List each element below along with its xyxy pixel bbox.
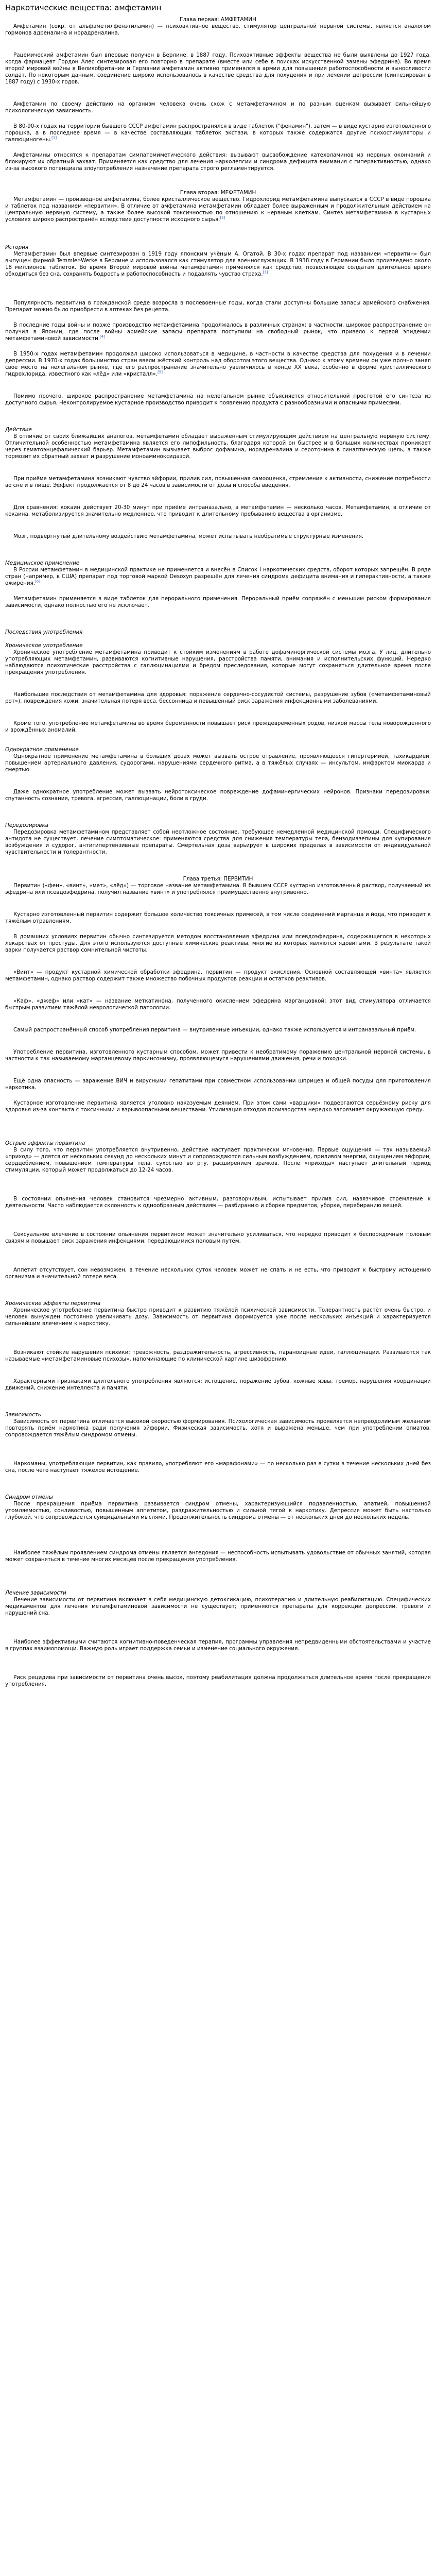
paragraph-text: Амфетамин по своему действию на организм человека очень схож с метамфетамином и по разным оценкам вызывает сильнейшую психологическую зависимость. xyxy=(5,101,431,114)
paragraph-text: Первитин («фен», «винт», «мет», «лёд») — торговое название метамфетамина. В бывшем СССР кустарно изготовленный раствор, получаемый из эфедрина или псевдоэфедрина, получил название «винт» и употреблялся преимущественно внутривенно. xyxy=(5,883,431,895)
section-heading xyxy=(5,1140,85,1147)
paragraph-text: Аппетит отсутствует, сон невозможен, в течение нескольких суток человек может не спать и не есть, что приводит к быстрому истощению организма и значительной потере веса. xyxy=(5,1267,431,1280)
paragraph xyxy=(5,567,431,594)
paragraph-text: В России метамфетамин в медицинской практике не применяется и внесён в Список I наркотических средств, оборот которых запрещён. В ряде стран (например, в США) препарат под торговой маркой Desoxyn разрешён для лечения синдрома дефицита внимания и гиперактивности, а также ожирения. xyxy=(5,567,431,586)
paragraph xyxy=(5,476,431,502)
paragraph-text: Однократное применение xyxy=(5,747,79,753)
paragraph-text: Глава третья: ПЕРВИТИН xyxy=(183,876,253,882)
section-heading xyxy=(5,560,79,567)
paragraph xyxy=(5,969,431,996)
paragraph-text: Глава первая: АМФЕТАМИН xyxy=(180,16,256,23)
paragraph xyxy=(5,1349,431,1376)
paragraph-text: Передозировка xyxy=(5,822,48,828)
page-title: Наркотические вещества: амфетамин xyxy=(5,3,162,12)
paragraph xyxy=(5,649,431,689)
section-heading xyxy=(5,427,32,433)
paragraph-text: Хроническое употребление первитина быстро приводит к развитию тяжёлой психической зависимости. Толерантность растёт очень быстро, и человек вынужден постоянно увеличивать дозу. Зависимость от первитина формируется уже после нескольких инъекций и характеризуется сильнейшим влечением к наркотику. xyxy=(5,1307,431,1327)
paragraph xyxy=(5,123,431,150)
paragraph-text: Хронические эффекты первитина xyxy=(5,1300,101,1307)
paragraph xyxy=(5,393,431,420)
paragraph-text: Лечение зависимости xyxy=(5,1590,66,1596)
paragraph xyxy=(5,789,431,816)
footnote-ref[interactable]: [6] xyxy=(35,579,40,584)
paragraph-text: В последние годы войны и позже производство метамфетамина продолжалось в различных странах; в частности, широкое распространение он получил в Японии, где после войны армейские запасы препарата поступили на свободный рынок, что привело к первой эпидемии метамфетаминовой зависимости. xyxy=(5,322,431,342)
paragraph-text: Однократное применение метамфетамина в больших дозах может вызвать острое отравление, проявляющееся гипертермией, тахикардией, повышением артериального давления, судорогами, нарушениями сердечного ритма, а в тяжёлых случаях — инсультом, инфарктом миокарда и смертью. xyxy=(5,753,431,773)
section-heading xyxy=(5,244,28,251)
paragraph xyxy=(5,23,431,50)
paragraph-text: «Винт» — продукт кустарной химической обработки эфедрина, первитин — продукт окисления. Основной составляющей «винта» является метамфетамин, однако раствор содержит также множество побочных продуктов реакции и остатков реактивов. xyxy=(5,969,431,982)
paragraph-text: Наркоманы, употребляющие первитин, как правило, употребляют его «марафонами» — по несколько раз в сутки в течение нескольких дней без сна, после чего наступает тяжёлое истощение. xyxy=(5,1461,431,1473)
paragraph-text: Острые эффекты первитина xyxy=(5,1140,85,1146)
paragraph-text: Амфетамины относятся к препаратам симпатомиметического действия: вызывают высвобождение катехоламинов из нервных окончаний и блокируют их обратный захват. Применяется как средство для лечения нарколепсии и синдрома дефицита внимания с гиперактивностью, однако из-за высокого потенциала злоупотребления назначение препарата строго регламентируется. xyxy=(5,152,431,172)
paragraph xyxy=(5,596,431,622)
paragraph-text: Метамфетамин применяется в виде таблеток для перорального применения. Пероральный приём сопряжён с меньшим риском формирования зависимости, однако полностью его не исключает. xyxy=(5,596,431,608)
paragraph-text: Последствия употребления xyxy=(5,629,83,635)
paragraph xyxy=(5,1100,431,1133)
paragraph xyxy=(5,300,431,320)
paragraph xyxy=(5,101,431,121)
paragraph-text: После прекращения приёма первитина развивается синдром отмены, характеризующийся подавленностью, апатией, повышенной утомляемостью, сонливостью, повышенным аппетитом, раздражительностью и сильной тягой к наркотику. Депрессия может быть настолько глубокой, что сопровождается суицидальными мыслями. Продолжительность синдрома отмены — от нескольких дней до нескольких недель. xyxy=(5,1501,431,1520)
paragraph-text: Медицинское применение xyxy=(5,560,80,566)
paragraph-text: Передозировка метамфетамином представляет собой неотложное состояние, требующее немедленной медицинской помощи. Специфического антидота не существует, лечение симптоматическое: применяются средства для снижения температуры тела, бензодиазепины для купирования возбуждения и судорог, антигипертензивные препараты. Смертельная доза варьирует в широких пределах в зависимости от индивидуальной чувствительности и толерантности. xyxy=(5,829,431,855)
paragraph xyxy=(5,1597,431,1637)
paragraph-text: Зависимость от первитина отличается высокой скоростью формирования. Психологическая зависимость проявляется непреодолимым желанием повторять приём наркотика ради получения эйфории. Физическая зависимость, хотя и выражена меньше, чем при употреблении опиатов, сопровождается тяжёлым синдромом отмены. xyxy=(5,1418,431,1438)
paragraph-text: «Каф», «джеф» или «кат» — название меткатинона, полученного окислением эфедрина марганцовкой; этот вид стимулятора отличается быстрым развитием тяжёлой неврологической патологии. xyxy=(5,998,431,1011)
paragraph-text: Возникают стойкие нарушения психики: тревожность, раздражительность, агрессивность, параноидные идеи, галлюцинации. Развиваются так называемые «метамфетаминовые психозы», напоминающие по клинической картине шизофрению. xyxy=(5,1349,431,1362)
paragraph xyxy=(5,1501,431,1548)
paragraph-text: В состоянии опьянения человек становится чрезмерно активным, разговорчивым, испытывает прилив сил, навязчивое стремление к деятельности. Часто наблюдается склонность к однообразным действиям — разбиранию и сборке предметов, уборке, перебиранию вещей. xyxy=(5,1196,431,1209)
paragraph xyxy=(5,1378,431,1405)
paragraph xyxy=(5,1307,431,1347)
paragraph xyxy=(5,753,431,787)
paragraph-text: В домашних условиях первитин обычно синтезируется методом восстановления эфедрина или псевдоэфедрина, содержащегося в некоторых лекарствах от простуды. Для этого используются доступные химические реактивы, многие из которых являются ядовитыми. В результате такой варки получается раствор сомнительной чистоты. xyxy=(5,934,431,953)
paragraph xyxy=(5,1231,431,1265)
paragraph xyxy=(5,322,431,349)
paragraph xyxy=(5,1639,431,1672)
chapter-heading xyxy=(0,190,436,196)
paragraph xyxy=(5,433,431,473)
paragraph xyxy=(5,52,431,99)
paragraph xyxy=(5,504,431,531)
paragraph xyxy=(5,1418,431,1459)
section-heading xyxy=(5,1412,41,1418)
paragraph-text: В 80-90-х годах на территории бывшего СССР амфетамин распространялся в виде таблеток ("фенамин"), затем — в виде кустарно изготовленного порошка, а в последнее время — в качестве составляющих таблеток экстази, в которых также содержатся другие психостимуляторы и галлюциногены. xyxy=(5,123,431,143)
section-heading xyxy=(5,1300,100,1307)
section-heading xyxy=(5,822,48,829)
paragraph-text: Кустарно изготовленный первитин содержит большое количество токсичных примесей, в том числе соединений марганца и йода, что приводит к тяжёлым отравлениям. xyxy=(5,911,431,924)
paragraph xyxy=(5,1674,431,1701)
paragraph xyxy=(5,829,431,869)
paragraph-text: Риск рецидива при зависимости от первитина очень высок, поэтому реабилитация должна продолжаться длительное время после прекращения употребления. xyxy=(5,1674,431,1687)
paragraph-text: Наибольшие последствия от метамфетамина для здоровья: поражение сердечно-сосудистой системы, разрушение зубов («метамфетаминовый рот»), повреждения кожи, значительная потеря веса, бессонница и повышенный риск заражения инфекционными заболеваниями. xyxy=(5,691,431,704)
paragraph-text: Помимо прочего, широкое распространение метамфетамина на нелегальном рынке объясняется относительной простотой его синтеза из доступного сырья. Неконтролируемое кустарное производство приводит к появлению продукта с разнообразными и опасными примесями. xyxy=(5,393,431,406)
paragraph-text: Даже однократное употребление может вызвать нейротоксическое повреждение дофаминергических нейронов. Признаки передозировки: спутанность сознания, тревога, агрессия, галлюцинации, боли в груди. xyxy=(5,789,431,802)
paragraph-text: Действие xyxy=(5,427,32,433)
paragraph-text: Метамфетамин был впервые синтезирован в 1919 году японским учёным А. Огатой. В 30-х годах препарат под названием «первитин» был выпущен фирмой Temmler-Werke в Берлине и использовался как стимулятор для военнослужащих. В 1938 году в Германии было произведено около 18 миллионов таблеток. Во время Второй мировой войны метамфетамин применялся как средство, позволяющее солдатам длительное время обходиться без сна, сохранять бодрость и работоспособность и подавлять чувство страха. xyxy=(5,251,431,277)
paragraph-text: Мозг, подвергнутый длительному воздействию метамфетамина, может испытывать необратимые структурные изменения. xyxy=(13,533,364,539)
paragraph-text: В силу того, что первитин употребляется внутривенно, действие наступает практически мгновенно. Первые ощущения — так называемый «приход» — длятся от нескольких секунд до нескольких минут и сопровождаются сильным возбуждением, приливом энергии, ощущением эйфории, сердцебиением, повышением температуры тела, сухостью во рту, расширением зрачков. После «прихода» наступает длительный период стимуляции, который может продолжаться до 12-24 часов. xyxy=(5,1147,431,1173)
paragraph-text: При приёме метамфетамина возникают чувство эйфории, прилив сил, повышенная самооценка, стремление к активности, снижение потребности во сне и в пище. Эффект продолжается от 8 до 24 часов в зависимости от дозы и способа введения. xyxy=(5,476,431,488)
paragraph xyxy=(5,351,431,391)
paragraph-text: Самый распространённый способ употребления первитина — внутривенные инъекции, однако также используется и интраназальный приём. xyxy=(13,1027,416,1033)
chapter-heading xyxy=(0,16,436,23)
paragraph xyxy=(5,934,431,967)
section-heading xyxy=(5,1590,66,1597)
paragraph xyxy=(5,883,431,909)
paragraph-text: История xyxy=(5,244,29,250)
paragraph xyxy=(5,251,431,298)
paragraph xyxy=(5,1147,431,1194)
paragraph-text: Для сравнения: кокаин действует 20-30 минут при приёме интраназально, а метамфетамин — несколько часов. Метамфетамин, в отличие от кокаина, метаболизируется значительно медленнее, что приводит к длительному пребыванию вещества в организме. xyxy=(5,504,431,517)
paragraph-text: Кустарное изготовление первитина является уголовно наказуемым деянием. При этом сами «варщики» подвергаются серьёзному риску для здоровья из-за контакта с токсичными и взрывоопасными веществами. Утилизация отходов производства нередко загрязняет окружающую среду. xyxy=(5,1100,431,1113)
paragraph-text: Зависимость xyxy=(5,1412,41,1418)
paragraph-text: Наиболее тяжёлым проявлением синдрома отмены является ангедония — неспособность испытывать удовольствие от обычных занятий, которая может сохраняться в течение многих месяцев после прекращения употребления. xyxy=(5,1550,431,1563)
footnote-ref[interactable]: [4] xyxy=(100,334,105,339)
paragraph-text: Характерными признаками длительного употребления являются: истощение, поражение зубов, кожные язвы, тремор, нарушения координации движений, снижение интеллекта и памяти. xyxy=(5,1378,431,1391)
paragraph xyxy=(5,720,431,740)
footnote-ref[interactable]: [5] xyxy=(158,370,163,375)
paragraph-text: В 1950-х годах метамфетамин продолжал широко использоваться в медицине, в частности в качестве средства для похудения и в лечении депрессии. В 1970-х годах большинство стран ввели жёсткий контроль над оборотом этого вещества. Однако к этому времени он уже прочно занял своё место на нелегальном рынке, где его распространение значительно увеличилось в конце XX века, особенно в форме кристаллического гидрохлорида, известного как «лёд» или «кристалл». xyxy=(5,351,431,377)
section-heading xyxy=(5,1494,53,1501)
paragraph-text: Наиболее эффективными считаются когнитивно-поведенческая терапия, программы управления непредвиденными обстоятельствами и участие в группах взаимопомощи. Важную роль играет поддержка семьи и изменение социального окружения. xyxy=(5,1639,431,1652)
paragraph-text: В отличие от своих ближайших аналогов, метамфетамин обладает выраженным стимулирующим действием на центральную нервную систему. Отличительной особенностью метамфетамина является его липофильность, благодаря которой он быстрее и в больших количествах проникает через гематоэнцефалический барьер. Метамфетамин вызывает выброс дофамина, норадреналина и серотонина в синаптическую щель, а также тормозит их обратный захват и разрушение моноаминоксидазой. xyxy=(5,433,431,460)
paragraph xyxy=(5,152,431,185)
paragraph-text: Метамфетамин — производное амфетамина, более кристаллическое вещество. Гидрохлорид метамфетамина выпускался в СССР в виде порошка и таблеток под названием «первитин». В отличие от амфетамина метамфетамин обладает более выраженным и продолжительным действием на центральную нервную систему, а также более высокой токсичностью по отношению к нервным клеткам. Синтез метамфетамина в кустарных условиях широко распространён вследствие доступности исходного сырья. xyxy=(5,196,431,223)
paragraph xyxy=(5,1027,431,1047)
paragraph-text: Амфетамин (сокр. от альфаметилфенэтиламин) — психоактивное вещество, стимулятор центральной нервной системы, является аналогом гормонов адреналина и норадреналина. xyxy=(5,23,431,36)
paragraph xyxy=(5,911,431,931)
paragraph-text: Сексуальное влечение в состоянии опьянения первитином может значительно усиливаться, что нередко приводит к беспорядочным половым связям и повышает риск заражения инфекциями, передающимися половым путём. xyxy=(5,1231,431,1244)
paragraph xyxy=(5,1461,431,1487)
paragraph xyxy=(5,1078,431,1098)
paragraph xyxy=(5,691,431,718)
chapter-heading xyxy=(0,876,436,883)
paragraph-text: Хроническое употребление метамфетамина приводит к стойким изменениям в работе дофаминергической системы мозга. У лиц, длительно употребляющих метамфетамин, развиваются когнитивные нарушения, расстройства памяти, внимания и исполнительских функций. Нередко наблюдаются психотические расстройства с галлюцинациями и бредом преследования, которые могут сохраняться длительное время после прекращения употребления. xyxy=(5,649,431,675)
paragraph xyxy=(5,533,431,553)
paragraph-text: Глава вторая: МЕФЕТАМИН xyxy=(180,190,256,196)
paragraph xyxy=(5,998,431,1025)
paragraph-text: Лечение зависимости от первитина включает в себя медицинскую детоксикацию, психотерапию и длительную реабилитацию. Специфических медикаментов для лечения метамфетаминовой зависимости не существует; применяются препараты для коррекции депрессии, тревоги и нарушений сна. xyxy=(5,1597,431,1616)
paragraph-text: Популярность первитина в гражданской среде возросла в послевоенные годы, когда стали доступны большие запасы армейского снабжения. Препарат можно было приобрести в аптеках без рецепта. xyxy=(5,300,431,313)
footnote-ref[interactable]: [1] xyxy=(51,135,57,140)
footnote-ref[interactable]: [2] xyxy=(220,215,225,220)
paragraph-text: Хроническое употребление xyxy=(5,642,83,649)
paragraph xyxy=(5,1049,431,1076)
section-heading xyxy=(5,747,79,753)
paragraph-text: Рацемический амфетамин был впервые получен в Берлине, в 1887 году. Психоактивные эффекты вещества не были выявлены до 1927 года, когда фармацевт Гордон Алес синтезировал его повторно в препарате (вместе или себе в поисках искусственной замены эфедрина). Во время второй мировой войны в Великобритании и Германии амфетамин активно применялся в армии для повышения работоспособности и выносливости солдат. По некоторым данным, соединение широко использовалось в качестве средства для похудения и при лечении депрессии (синтезирован в 1887 году) с 1930-х годов. xyxy=(5,52,431,85)
paragraph-text: Ещё одна опасность — заражение ВИЧ и вирусными гепатитами при совместном использовании шприцев и общей посуды для приготовления наркотика. xyxy=(5,1078,431,1091)
footnote-ref[interactable]: [3] xyxy=(263,270,268,275)
paragraph xyxy=(5,1550,431,1583)
paragraph xyxy=(5,1196,431,1229)
paragraph-text: Употребление первитина, изготовленного кустарным способом, может привести к необратимому поражению центральной нервной системы, в частности к так называемому марганцевому паркинсонизму, проявляющемуся нарушениями движения, речи и походки. xyxy=(5,1049,431,1062)
paragraph-text: Синдром отмены xyxy=(5,1494,53,1500)
section-heading xyxy=(5,642,83,649)
paragraph xyxy=(5,196,431,236)
paragraph-text: Кроме того, употребление метамфетамина во время беременности повышает риск преждевременных родов, низкой массы тела новорождённого и врождённых аномалий. xyxy=(5,720,431,733)
paragraph xyxy=(5,1267,431,1294)
section-heading xyxy=(5,629,83,636)
